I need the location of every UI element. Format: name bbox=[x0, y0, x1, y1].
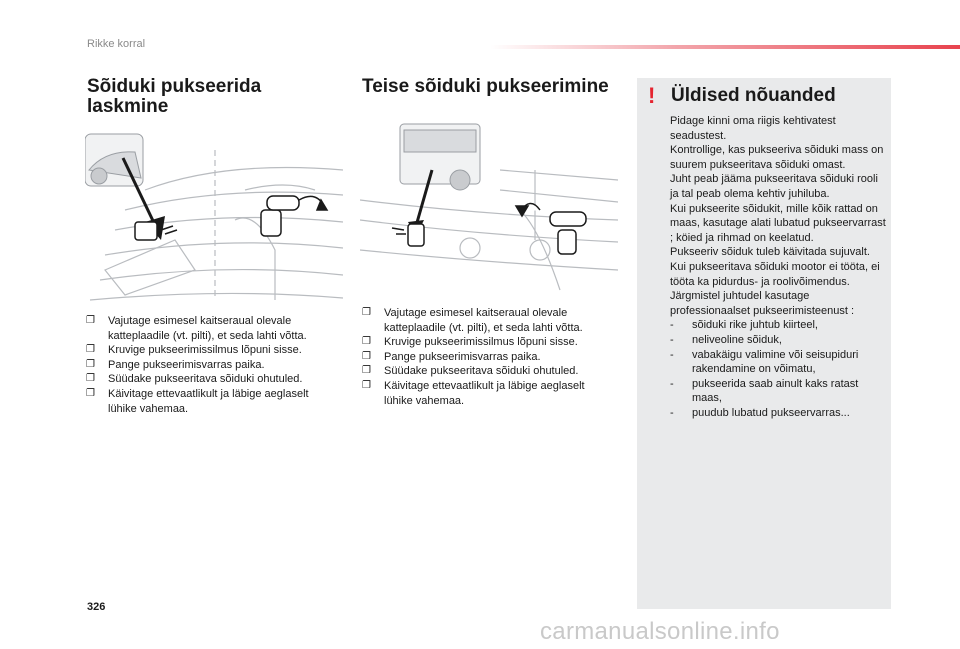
list-item: - neliveoline sõiduk, bbox=[670, 333, 782, 346]
advice-paragraph: Juht peab jääma pukseeritava sõiduki rooli ja tal peab olema kehtiv juhiluba. bbox=[670, 173, 878, 200]
advice-paragraph: Pukseeriv sõiduk tuleb käivitada sujuvalt. bbox=[670, 246, 870, 259]
checkbox-bullet-icon: ❐ bbox=[86, 315, 95, 326]
rear-bumper-tow-illustration bbox=[360, 120, 618, 292]
middle-steps-list bbox=[362, 306, 612, 408]
list-item: - sõiduki rike juhtub kiirteel, bbox=[670, 319, 818, 332]
list-item: ❐ Vajutage esimesel kaitseraual olevale katteplaadile (vt. pilti), et seda lahti võtta. bbox=[362, 307, 583, 334]
advice-body bbox=[670, 114, 888, 420]
checkbox-bullet-icon: ❐ bbox=[86, 344, 95, 356]
dash-bullet: - bbox=[670, 377, 674, 390]
front-bumper-tow-illustration bbox=[85, 130, 343, 302]
advice-cases-list bbox=[670, 318, 888, 420]
list-item: ❐ Süüdake pukseeritava sõiduki ohutuled. bbox=[362, 365, 579, 378]
list-item: ❐ Vajutage esimesel kaitseraual olevale katteplaadile (vt. pilti), et seda lahti võtta. bbox=[86, 315, 307, 342]
list-item: - puudub lubatud pukseervarras... bbox=[670, 406, 850, 419]
list-item: ❐ Käivitage ettevaatlikult ja läbige aeglaselt lühike vahemaa. bbox=[86, 387, 309, 415]
list-item: ❐ Kruvige pukseerimissilmus lõpuni sisse. bbox=[86, 344, 302, 357]
left-section-title: Sõiduki pukseerida laskmine bbox=[87, 76, 262, 117]
checkbox-bullet-icon: ❐ bbox=[362, 365, 371, 377]
checkbox-bullet-icon: ❐ bbox=[362, 379, 371, 391]
page-number: 326 bbox=[87, 601, 106, 613]
list-item: - pukseerida saab ainult kaks ratast maas, bbox=[670, 377, 859, 405]
checkbox-bullet-icon: ❐ bbox=[362, 336, 371, 348]
advice-title: Üldised nõuanded bbox=[671, 85, 836, 106]
list-item: ❐ Pange pukseerimisvarras paika. bbox=[86, 358, 265, 371]
list-item: ❐ Süüdake pukseeritava sõiduki ohutuled. bbox=[86, 373, 303, 386]
checkbox-bullet-icon: ❐ bbox=[86, 358, 95, 370]
warning-exclamation-icon: ! bbox=[648, 83, 656, 108]
checkbox-bullet-icon: ❐ bbox=[86, 387, 95, 399]
list-item: ❐ Käivitage ettevaatlikult ja läbige aeglaselt lühike vahemaa. bbox=[362, 379, 585, 407]
advice-paragraph: Pidage kinni oma riigis kehtivatest seadustest. bbox=[670, 115, 836, 142]
advice-paragraph: Kui pukseeritava sõiduki mootor ei tööta, ei tööta ka pidurdus- ja roolivõimendus. bbox=[670, 260, 880, 288]
advice-paragraph: Kui pukseerite sõidukit, mille kõik rattad on maas, kasutage alati lubatud pukseervarrast ; köied ja rihmad on keelatud. bbox=[670, 202, 886, 244]
dash-bullet: - bbox=[670, 333, 674, 346]
dash-bullet: - bbox=[670, 348, 674, 361]
checkbox-bullet-icon: ❐ bbox=[86, 373, 95, 385]
header-accent-bar bbox=[490, 45, 960, 49]
checkbox-bullet-icon: ❐ bbox=[362, 350, 371, 362]
dash-bullet: - bbox=[670, 406, 674, 419]
advice-paragraph: Järgmistel juhtudel kasutage professionaalset pukseerimisteenust : bbox=[670, 290, 855, 317]
checkbox-bullet-icon: ❐ bbox=[362, 307, 371, 318]
dash-bullet: - bbox=[670, 319, 674, 332]
list-item: - vabakäigu valimine või seisupiduri rakendamine on võimatu, bbox=[670, 348, 859, 376]
list-item: ❐ Pange pukseerimisvarras paika. bbox=[362, 350, 541, 363]
advice-paragraph: Kontrollige, kas pukseeriva sõiduki mass on suurem pukseeritava sõiduki omast. bbox=[670, 144, 884, 171]
list-item: ❐ Kruvige pukseerimissilmus lõpuni sisse. bbox=[362, 336, 578, 349]
left-steps-list bbox=[86, 314, 336, 416]
middle-section-title: Teise sõiduki pukseerimine bbox=[362, 76, 609, 97]
watermark: carmanualsonline.info bbox=[540, 618, 780, 645]
header-section-label: Rikke korral bbox=[87, 38, 146, 50]
